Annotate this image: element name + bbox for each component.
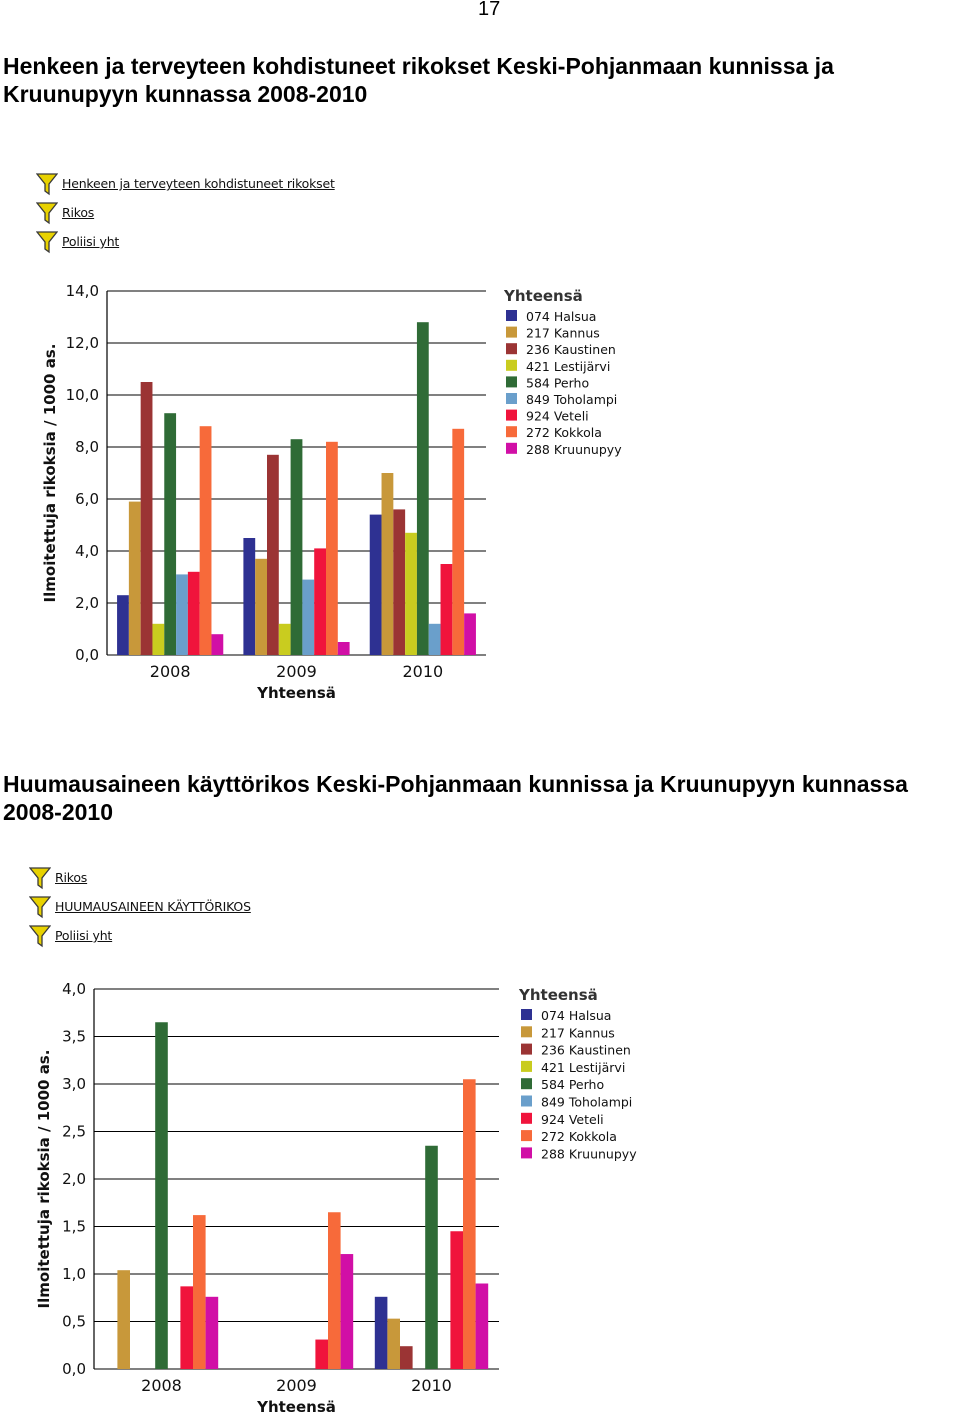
legend-swatch <box>506 327 517 338</box>
chart2-filter-label[interactable]: Rikos <box>55 870 88 885</box>
y-tick-label: 2,0 <box>62 1170 86 1188</box>
funnel-icon <box>29 895 51 919</box>
legend-item: 288 Kruunupyy <box>526 441 622 457</box>
chart2-filter-rikos[interactable] <box>29 863 251 892</box>
legend-item: 849 Toholampi <box>526 392 618 407</box>
y-tick-label: 2,5 <box>62 1122 86 1141</box>
legend-swatch <box>506 393 517 404</box>
x-tick-label: 2010 <box>411 1376 452 1395</box>
bar-272-kokkola-2009 <box>326 442 338 655</box>
legend-swatch <box>506 376 517 387</box>
chart2-filter-crime-type[interactable] <box>29 892 251 921</box>
legend-item: 217 Kannus <box>541 1025 615 1041</box>
y-axis-title: Ilmoitettuja rikoksia / 1000 as. <box>41 343 59 603</box>
bar-236-kaustinen-2010 <box>393 509 405 655</box>
legend-item: 272 Kokkola <box>541 1129 617 1145</box>
legend-item: 849 Toholampi <box>541 1094 633 1110</box>
legend-swatch <box>521 1113 532 1124</box>
bar-584-perho-2010 <box>425 1146 438 1369</box>
y-axis-title: Ilmoitettuja rikoksia / 1000 as. <box>35 1049 53 1309</box>
chart1-filter-rikos[interactable] <box>36 198 335 227</box>
legend-item: 236 Kaustinen <box>526 342 616 358</box>
bar-217-kannus-2009 <box>255 559 267 655</box>
chart1-filter-list <box>36 169 335 256</box>
bar-924-veteli-2009 <box>314 548 326 655</box>
chart2-filter-label[interactable]: Poliisi yht <box>55 928 113 943</box>
y-tick-label: 0,5 <box>62 1312 86 1331</box>
bar-584-perho-2009 <box>291 439 303 655</box>
x-tick-label: 2008 <box>141 1376 182 1395</box>
chart2-filter-label[interactable]: HUUMAUSAINEEN KÄYTTÖRIKOS <box>55 899 251 914</box>
y-tick-label: 10,0 <box>65 386 99 404</box>
x-tick-label: 2010 <box>402 662 444 681</box>
funnel-icon <box>36 172 58 196</box>
y-tick-label: 12,0 <box>65 334 99 352</box>
bar-288-kruunupyy-2009 <box>338 642 350 655</box>
bar-924-veteli-2008 <box>188 572 200 655</box>
chart2-filter-poliisi[interactable] <box>29 921 251 950</box>
legend-item: 924 Veteli <box>526 408 589 424</box>
bar-272-kokkola-2010 <box>463 1079 476 1369</box>
legend-item: 217 Kannus <box>526 325 600 341</box>
bar-924-veteli-2008 <box>180 1286 193 1369</box>
legend-title: Yhteensä <box>504 287 583 305</box>
bar-272-kokkola-2008 <box>200 426 212 655</box>
legend-item: 584 Perho <box>526 375 590 391</box>
legend-swatch <box>506 426 517 437</box>
bar-217-kannus-2010 <box>382 473 394 655</box>
bar-288-kruunupyy-2008 <box>206 1297 219 1369</box>
chart2 <box>0 970 700 1415</box>
bar-074-halsua-2010 <box>375 1297 388 1369</box>
chart2-section-title: Huumausaineen käyttörikos Keski-Pohjanmaan kunnissa ja Kruunupyyn kunnassa 2008-2010 <box>3 771 908 825</box>
bar-924-veteli-2010 <box>450 1231 463 1369</box>
y-tick-label: 3,0 <box>62 1075 86 1093</box>
chart1-filter-label[interactable]: Rikos <box>62 205 95 220</box>
bar-849-toholampi-2009 <box>302 580 314 655</box>
bar-584-perho-2010 <box>417 322 429 655</box>
legend-item: 236 Kaustinen <box>541 1042 631 1058</box>
chart1-filter-poliisi[interactable] <box>36 227 335 256</box>
page-number: 17 <box>478 0 501 20</box>
y-tick-label: 0,0 <box>75 646 99 664</box>
bar-288-kruunupyy-2008 <box>211 634 223 655</box>
chart1-section-title: Henkeen ja terveyteen kohdistuneet rikokset Keski-Pohjanmaan kunnissa ja Kruunupyyn kunnassa 2008-2010 <box>3 53 834 107</box>
bar-074-halsua-2009 <box>243 538 255 655</box>
legend-swatch <box>521 1078 532 1089</box>
legend-item: 288 Kruunupyy <box>541 1146 637 1162</box>
y-tick-label: 6,0 <box>75 490 99 508</box>
legend-swatch <box>521 1147 532 1158</box>
legend-swatch <box>506 360 517 371</box>
chart1-filter-crime-type[interactable] <box>36 169 335 198</box>
bar-849-toholampi-2008 <box>176 574 188 655</box>
chart2-filter-list <box>29 863 251 950</box>
x-tick-label: 2009 <box>276 662 317 681</box>
legend-swatch <box>521 1096 532 1107</box>
legend-swatch <box>521 1061 532 1072</box>
legend-item: 074 Halsua <box>541 1008 612 1023</box>
legend-swatch <box>506 443 517 454</box>
y-tick-label: 4,0 <box>75 542 99 560</box>
y-tick-label: 2,0 <box>75 594 99 612</box>
legend-swatch <box>521 1044 532 1055</box>
x-tick-label: 2009 <box>276 1376 317 1395</box>
bar-288-kruunupyy-2010 <box>464 613 476 655</box>
bar-584-perho-2008 <box>164 413 176 655</box>
legend-swatch <box>506 310 517 321</box>
bar-421-lestij-rvi-2010 <box>405 533 417 655</box>
x-tick-label: 2008 <box>149 662 191 681</box>
legend-swatch <box>506 343 517 354</box>
bar-272-kokkola-2008 <box>193 1215 206 1369</box>
bar-236-kaustinen-2009 <box>267 455 279 655</box>
legend-title: Yhteensä <box>519 986 598 1004</box>
bar-272-kokkola-2009 <box>328 1212 341 1369</box>
bar-421-lestij-rvi-2009 <box>279 624 291 655</box>
bar-236-kaustinen-2008 <box>141 382 153 655</box>
legend-item: 421 Lestijärvi <box>541 1059 626 1075</box>
bar-217-kannus-2010 <box>387 1319 400 1369</box>
chart1-filter-label[interactable]: Poliisi yht <box>62 234 120 249</box>
funnel-icon <box>36 230 58 254</box>
legend-item: 421 Lestijärvi <box>526 358 611 374</box>
y-tick-label: 0,0 <box>62 1360 86 1378</box>
y-tick-label: 4,0 <box>62 980 86 998</box>
bar-217-kannus-2008 <box>117 1270 130 1369</box>
y-tick-label: 14,0 <box>65 282 99 300</box>
y-tick-label: 1,5 <box>62 1217 86 1236</box>
bar-217-kannus-2008 <box>129 502 141 655</box>
legend-item: 074 Halsua <box>526 309 597 324</box>
y-tick-label: 1,0 <box>62 1265 86 1283</box>
chart1 <box>0 270 700 710</box>
funnel-icon <box>29 924 51 948</box>
x-axis-title: Yhteensä <box>257 684 336 702</box>
bar-849-toholampi-2010 <box>429 624 441 655</box>
bar-236-kaustinen-2010 <box>400 1346 413 1369</box>
chart1-filter-label[interactable]: Henkeen ja terveyteen kohdistuneet rikokset <box>62 176 335 191</box>
legend-swatch <box>506 410 517 421</box>
y-tick-label: 3,5 <box>62 1027 86 1046</box>
funnel-icon <box>36 201 58 225</box>
bar-924-veteli-2010 <box>441 564 453 655</box>
legend-item: 272 Kokkola <box>526 425 602 441</box>
funnel-icon <box>29 866 51 890</box>
bar-288-kruunupyy-2010 <box>476 1284 489 1370</box>
y-tick-label: 8,0 <box>75 438 99 456</box>
legend-item: 584 Perho <box>541 1077 605 1093</box>
legend-swatch <box>521 1026 532 1037</box>
legend-item: 924 Veteli <box>541 1111 604 1127</box>
x-axis-title: Yhteensä <box>257 1398 336 1415</box>
bar-288-kruunupyy-2009 <box>341 1254 354 1369</box>
bar-074-halsua-2008 <box>117 595 129 655</box>
bar-584-perho-2008 <box>155 1022 168 1369</box>
bar-421-lestij-rvi-2008 <box>152 624 164 655</box>
bar-074-halsua-2010 <box>370 515 382 655</box>
bar-272-kokkola-2010 <box>452 429 464 655</box>
bar-924-veteli-2009 <box>315 1340 328 1369</box>
legend-swatch <box>521 1130 532 1141</box>
legend-swatch <box>521 1009 532 1020</box>
